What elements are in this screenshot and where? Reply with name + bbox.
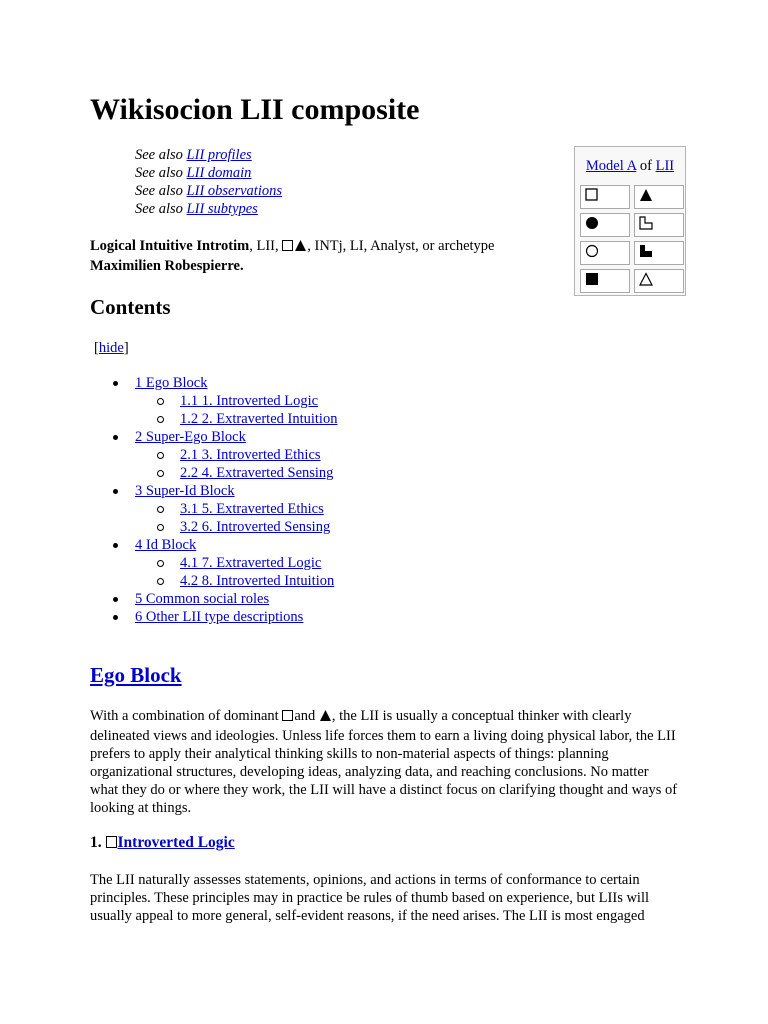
link-lii-profiles[interactable]: LII profiles — [186, 147, 252, 163]
toc-item — [90, 500, 337, 518]
toc-link[interactable]: 3.1 5. Extraverted Ethics — [180, 501, 324, 517]
model-a-box — [574, 146, 686, 296]
model-a-header — [575, 157, 685, 177]
toc-item — [90, 464, 337, 482]
toc-item — [90, 590, 337, 608]
p1-part-b: and — [294, 708, 319, 724]
intro-sep: , LII, — [249, 238, 283, 254]
toc-item — [90, 572, 337, 590]
model-cell[interactable] — [634, 185, 684, 209]
intro-paragraph — [90, 237, 550, 275]
archetype-name: Maximilien Robespierre. — [90, 258, 244, 274]
model-cell[interactable] — [634, 241, 684, 265]
see-also-line — [135, 182, 282, 200]
white-square-icon — [585, 188, 599, 207]
introverted-logic-paragraph: The LII naturally assesses statements, opinions, and actions in terms of conformance to certain principles. These principles may in practice be rules of thumb based on experience, but LIIs will usually appeal to more general, self-evident reasons, if the need arises. The LII is most engaged — [90, 872, 650, 924]
ego-block-link[interactable]: Ego Block — [90, 663, 182, 687]
toc-link[interactable]: 3 Super-Id Block — [135, 483, 235, 499]
toc-item — [90, 518, 337, 536]
see-also-prefix: See also — [135, 147, 183, 163]
toc-item — [90, 428, 337, 446]
toc-link[interactable]: 5 Common social roles — [135, 591, 270, 607]
toc-link[interactable]: 2.1 3. Introverted Ethics — [180, 447, 321, 463]
intro-rest: , INTj, LI, Analyst, or archetype — [307, 238, 495, 254]
introverted-logic-heading — [90, 833, 235, 855]
see-also-prefix: See also — [135, 165, 183, 181]
toc-link[interactable]: 4.1 7. Extraverted Logic — [180, 555, 322, 571]
see-also-line — [135, 146, 282, 164]
p1-part-a: With a combination of dominant — [90, 708, 283, 724]
page-title: Wikisocion LII composite — [90, 93, 420, 126]
toc-item — [90, 446, 337, 464]
black-l-shape-icon — [639, 244, 653, 263]
black-square-icon — [585, 272, 599, 291]
toc-link[interactable]: 6 Other LII type descriptions — [135, 609, 304, 625]
toc-item — [90, 374, 337, 392]
black-triangle-icon — [639, 188, 653, 207]
model-cell[interactable] — [580, 269, 630, 293]
black-triangle-icon — [294, 239, 307, 257]
link-model-a[interactable]: Model A — [585, 158, 637, 174]
ego-block-heading — [90, 662, 182, 688]
introverted-logic-link[interactable]: Introverted Logic — [117, 834, 235, 851]
white-circle-icon — [585, 244, 599, 263]
toc-link[interactable]: 4.2 8. Introverted Intuition — [180, 573, 335, 589]
p1-part-c: , the LII is usually a conceptual thinker with clearly delineated views and ideologies. Unless life forces them to earn a living doing physical labor, the LII prefers to apply their analytical thinking skills to non-material aspects of things: planning organizational structures, developing ideas, analyzing data, and reaching conclusions. No matter what they do or where they work, the LII will have a distinct focus on clarifying thought and ways of looking at things. — [90, 708, 678, 816]
toc-item — [90, 536, 337, 554]
toc-item — [90, 608, 337, 626]
toc-toggle: [hide] — [94, 340, 129, 356]
white-square-icon — [282, 709, 294, 727]
toc-item — [90, 554, 337, 572]
white-square-icon — [106, 835, 118, 855]
model-cell[interactable] — [580, 213, 630, 237]
link-lii-observations[interactable]: LII observations — [186, 183, 283, 199]
model-cell[interactable] — [634, 269, 684, 293]
sub-number: 1. — [90, 834, 102, 851]
toc-link[interactable]: 1.2 2. Extraverted Intuition — [180, 411, 338, 427]
toc-link[interactable]: 4 Id Block — [135, 537, 197, 553]
hide-link[interactable]: hide — [98, 340, 124, 356]
model-cell[interactable] — [580, 185, 630, 209]
black-circle-icon — [585, 216, 599, 235]
ego-block-paragraph — [90, 707, 680, 817]
toc-list — [90, 374, 337, 626]
black-triangle-icon — [319, 709, 332, 727]
model-cell[interactable] — [634, 213, 684, 237]
type-name: Logical Intuitive Introtim — [90, 238, 250, 254]
model-a-of: of — [639, 158, 652, 174]
toc-link[interactable]: 2.2 4. Extraverted Sensing — [180, 465, 334, 481]
toc-item — [90, 482, 337, 500]
see-also-line — [135, 164, 282, 182]
link-lii-domain[interactable]: LII domain — [186, 165, 252, 181]
toc-link[interactable]: 1 Ego Block — [135, 375, 208, 391]
toc-item — [90, 410, 337, 428]
toc-link[interactable]: 2 Super-Ego Block — [135, 429, 246, 445]
contents-heading: Contents — [90, 295, 171, 319]
toc-item — [90, 392, 337, 410]
see-also-line — [135, 200, 282, 218]
white-square-icon — [282, 239, 294, 257]
toc-link[interactable]: 1.1 1. Introverted Logic — [180, 393, 319, 409]
see-also-prefix: See also — [135, 201, 183, 217]
see-also-prefix: See also — [135, 183, 183, 199]
see-also-list — [135, 146, 282, 218]
link-lii-subtypes[interactable]: LII subtypes — [186, 201, 258, 217]
link-lii[interactable]: LII — [655, 158, 675, 174]
model-a-grid — [580, 185, 684, 293]
white-l-shape-icon — [639, 216, 653, 235]
model-cell[interactable] — [580, 241, 630, 265]
white-triangle-icon — [639, 272, 653, 291]
toc-link[interactable]: 3.2 6. Introverted Sensing — [180, 519, 331, 535]
